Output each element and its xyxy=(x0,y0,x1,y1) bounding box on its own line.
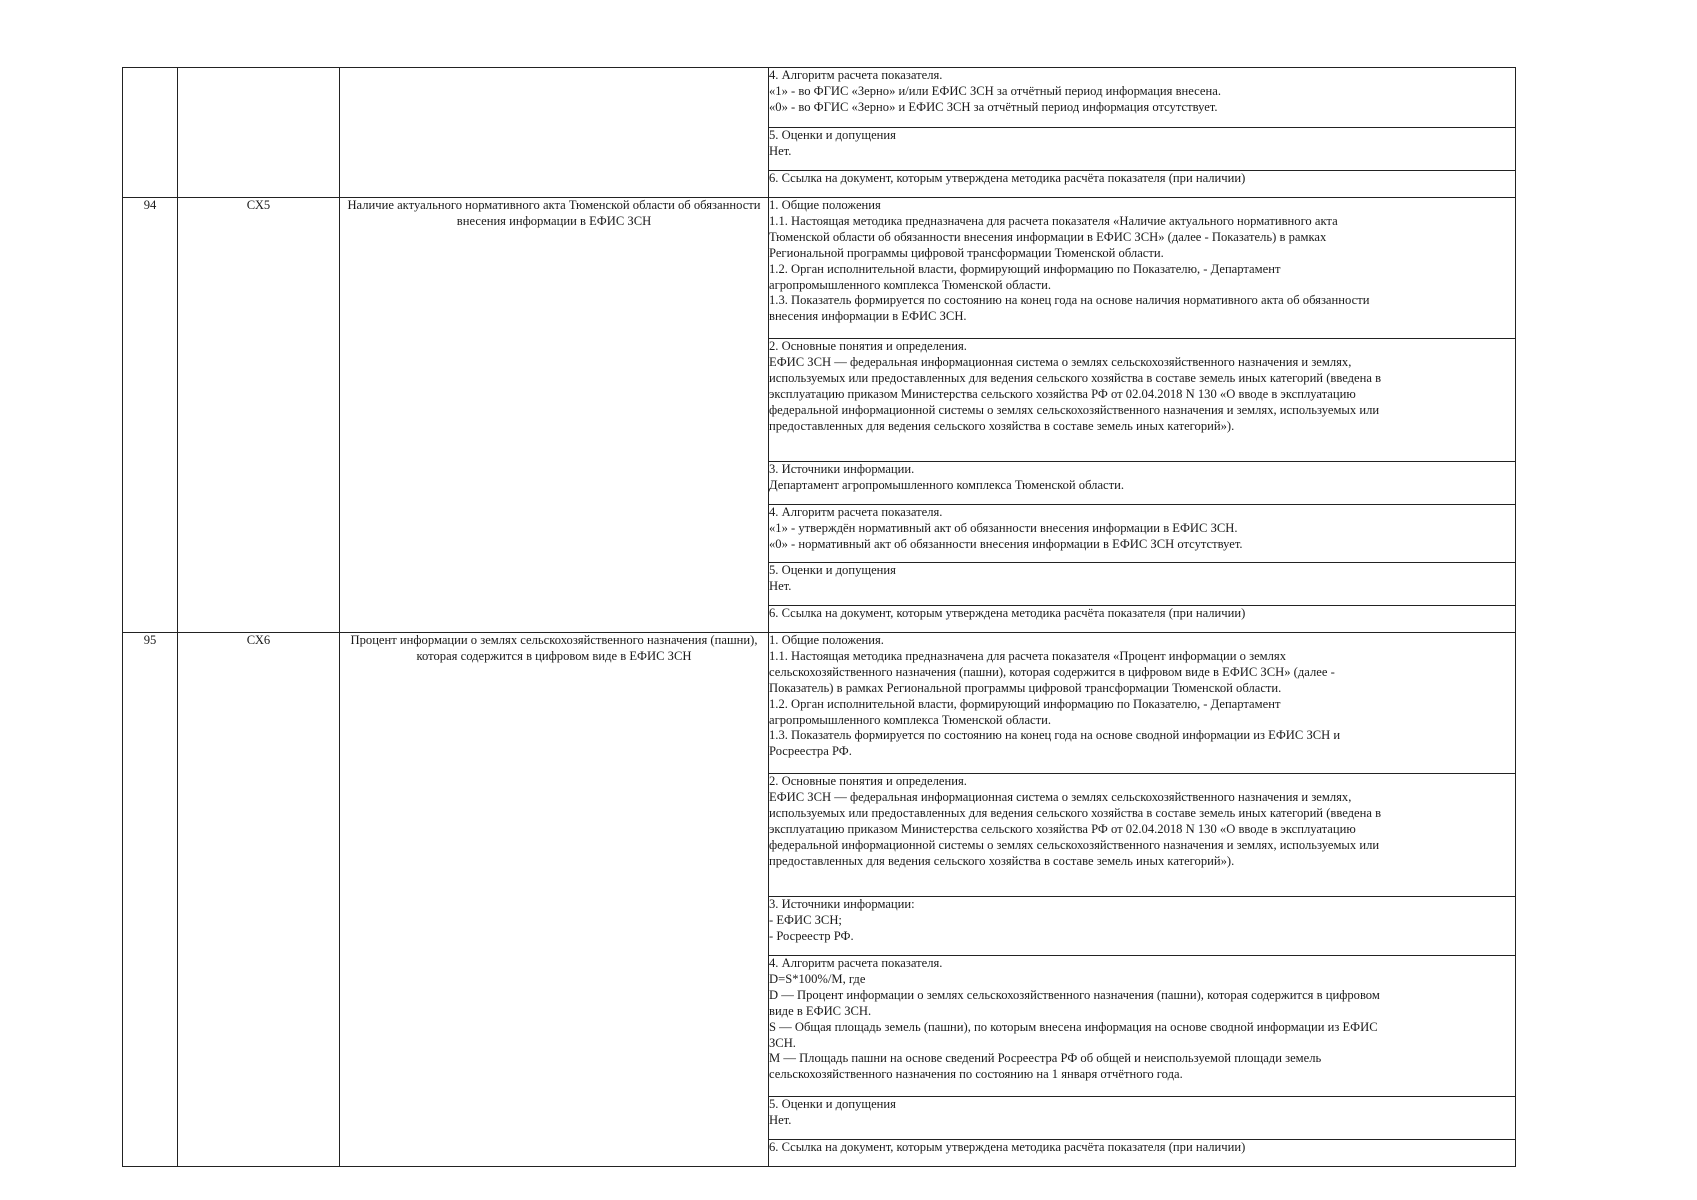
methodology-text-line: 4. Алгоритм расчета показателя. xyxy=(769,68,943,82)
methodology-section-cell xyxy=(769,633,1516,774)
methodology-text-line: M — Площадь пашни на основе сведений Росреестра РФ об общей и неиспользуемой площади земель xyxy=(769,1051,1322,1066)
methodology-text-line: Региональной программы цифровой трансформации Тюменской области. xyxy=(769,245,1164,260)
methodology-section-cell xyxy=(769,606,1516,633)
methodology-text-line: 4. Алгоритм расчета показателя. xyxy=(769,956,943,970)
methodology-text-line: агропромышленного комплекса Тюменской области. xyxy=(769,277,1052,292)
methodology-text-line: 6. Ссылка на документ, которым утверждена методика расчёта показателя (при наличии) xyxy=(769,171,1246,185)
table-row xyxy=(123,198,1516,339)
methodology-text-line: 1.2. Орган исполнительной власти, формирующий информацию по Показателю, - Департамент xyxy=(769,261,1281,276)
methodology-text-line: федеральной информационной системы о землях сельскохозяйственного назначения и землях, используемых или xyxy=(769,837,1380,852)
methodology-section-cell xyxy=(769,68,1516,128)
methodology-text-line: - ЕФИС ЗСН; xyxy=(769,912,842,927)
methodology-text-line: Росреестра РФ. xyxy=(769,744,852,759)
methodology-section-cell xyxy=(769,198,1516,339)
indicator-code-cell xyxy=(178,68,340,198)
methodology-text-line: 1. Общие положения xyxy=(769,198,881,212)
methodology-section-cell xyxy=(769,774,1516,897)
methodology-section-cell xyxy=(769,128,1516,171)
methodology-text-line: Нет. xyxy=(769,1112,792,1127)
indicator-name-cell xyxy=(340,68,769,198)
methodology-text-line: 2. Основные понятия и определения. xyxy=(769,774,967,788)
methodology-text-line: 5. Оценки и допущения xyxy=(769,1097,896,1111)
methodology-text-line: федеральной информационной системы о землях сельскохозяйственного назначения и землях, используемых или xyxy=(769,402,1380,417)
table-row xyxy=(123,68,1516,128)
methodology-text-line: 1.1. Настоящая методика предназначена для расчета показателя «Процент информации о землях xyxy=(769,648,1287,663)
methodology-text-line: используемых или предоставленных для ведения сельского хозяйства в составе земель иных категорий (введена в xyxy=(769,370,1382,385)
methodology-text-line: 6. Ссылка на документ, которым утверждена методика расчёта показателя (при наличии) xyxy=(769,1140,1246,1154)
methodology-text-line: сельскохозяйственного назначения по состоянию на 1 января отчётного года. xyxy=(769,1067,1183,1082)
methodology-text-line: Департамент агропромышленного комплекса Тюменской области. xyxy=(769,477,1125,492)
row-number-cell xyxy=(123,68,178,198)
methodology-text-line: 2. Основные понятия и определения. xyxy=(769,339,967,353)
methodology-text-line: 4. Алгоритм расчета показателя. xyxy=(769,505,943,519)
methodology-text-line: предоставленных для ведения сельского хозяйства в составе земель иных категорий»). xyxy=(769,418,1235,433)
methodology-text-line: «1» - утверждён нормативный акт об обязанности внесения информации в ЕФИС ЗСН. xyxy=(769,520,1238,535)
table-row xyxy=(123,633,1516,774)
methodology-text-line: агропромышленного комплекса Тюменской области. xyxy=(769,712,1052,727)
methodology-text-line: используемых или предоставленных для ведения сельского хозяйства в составе земель иных категорий (введена в xyxy=(769,805,1382,820)
row-number-cell: 94 xyxy=(123,198,178,633)
indicator-code-cell: СХ5 xyxy=(178,198,340,633)
methodology-section-cell xyxy=(769,462,1516,505)
methodology-text-line: S — Общая площадь земель (пашни), по которым внесена информация на основе сводной информации из ЕФИС xyxy=(769,1019,1378,1034)
methodology-section-cell xyxy=(769,1097,1516,1140)
methodology-text-line: 5. Оценки и допущения xyxy=(769,563,896,577)
methodology-section-cell xyxy=(769,339,1516,462)
methodology-section-cell xyxy=(769,171,1516,198)
methodology-text-line: ЗСН. xyxy=(769,1035,796,1050)
indicator-code-cell: СХ6 xyxy=(178,633,340,1167)
methodology-text-line: - Росреестр РФ. xyxy=(769,928,854,943)
methodology-text-line: «1» - во ФГИС «Зерно» и/или ЕФИС ЗСН за отчётный период информация внесена. xyxy=(769,83,1221,98)
methodology-section-cell xyxy=(769,505,1516,563)
methodology-text-line: предоставленных для ведения сельского хозяйства в составе земель иных категорий»). xyxy=(769,853,1235,868)
methodology-text-line: Нет. xyxy=(769,578,792,593)
methodology-text-line: 5. Оценки и допущения xyxy=(769,128,896,142)
methodology-text-line: ЕФИС ЗСН — федеральная информационная система о землях сельскохозяйственного назначения и землях, xyxy=(769,354,1352,369)
methodology-text-line: Тюменской области об обязанности внесения информации в ЕФИС ЗСН» (далее - Показатель) в рамках xyxy=(769,229,1327,244)
methodology-text-line: ЕФИС ЗСН — федеральная информационная система о землях сельскохозяйственного назначения и землях, xyxy=(769,789,1352,804)
methodology-text-line: Нет. xyxy=(769,143,792,158)
methodology-text-line: D=S*100%/M, где xyxy=(769,971,866,986)
methodology-text-line: эксплуатацию приказом Министерства сельского хозяйства РФ от 02.04.2018 N 130 «О вводе в эксплуатацию xyxy=(769,821,1356,836)
indicator-name-cell: Процент информации о землях сельскохозяйственного назначения (пашни), которая содержится в цифровом виде в ЕФИС ЗСН xyxy=(340,633,769,1167)
methodology-text-line: 1. Общие положения. xyxy=(769,633,884,647)
methodology-section-cell xyxy=(769,956,1516,1097)
methodology-text-line: Показатель) в рамках Региональной программы цифровой трансформации Тюменской области. xyxy=(769,680,1282,695)
methodology-text-line: 1.2. Орган исполнительной власти, формирующий информацию по Показателю, - Департамент xyxy=(769,696,1281,711)
methodology-text-line: 3. Источники информации. xyxy=(769,462,915,476)
methodology-text-line: D — Процент информации о землях сельскохозяйственного назначения (пашни), которая содержится в цифровом xyxy=(769,987,1380,1002)
methodology-text-line: «0» - во ФГИС «Зерно» и ЕФИС ЗСН за отчётный период информация отсутствует. xyxy=(769,99,1218,114)
methodology-text-line: сельскохозяйственного назначения (пашни), которая содержится в цифровом виде в ЕФИС ЗСН» (далее - xyxy=(769,664,1335,679)
indicator-methodology-table xyxy=(122,67,1516,1167)
methodology-section-cell xyxy=(769,897,1516,956)
methodology-section-cell xyxy=(769,563,1516,606)
methodology-text-line: 1.3. Показатель формируется по состоянию на конец года на основе наличия нормативного акта об обязанности xyxy=(769,293,1370,308)
methodology-text-line: виде в ЕФИС ЗСН. xyxy=(769,1003,872,1018)
methodology-text-line: 1.3. Показатель формируется по состоянию на конец года на основе сводной информации из ЕФИС ЗСН и xyxy=(769,728,1341,743)
row-number-cell: 95 xyxy=(123,633,178,1167)
methodology-text-line: внесения информации в ЕФИС ЗСН. xyxy=(769,309,967,324)
methodology-text-line: 6. Ссылка на документ, которым утверждена методика расчёта показателя (при наличии) xyxy=(769,606,1246,620)
indicator-name-cell: Наличие актуального нормативного акта Тюменской области об обязанности внесения информации в ЕФИС ЗСН xyxy=(340,198,769,633)
methodology-text-line: «0» - нормативный акт об обязанности внесения информации в ЕФИС ЗСН отсутствует. xyxy=(769,536,1243,551)
methodology-section-cell xyxy=(769,1140,1516,1167)
methodology-text-line: 1.1. Настоящая методика предназначена для расчета показателя «Наличие актуального нормативного акта xyxy=(769,213,1338,228)
methodology-text-line: 3. Источники информации: xyxy=(769,897,915,911)
methodology-text-line: эксплуатацию приказом Министерства сельского хозяйства РФ от 02.04.2018 N 130 «О вводе в эксплуатацию xyxy=(769,386,1356,401)
